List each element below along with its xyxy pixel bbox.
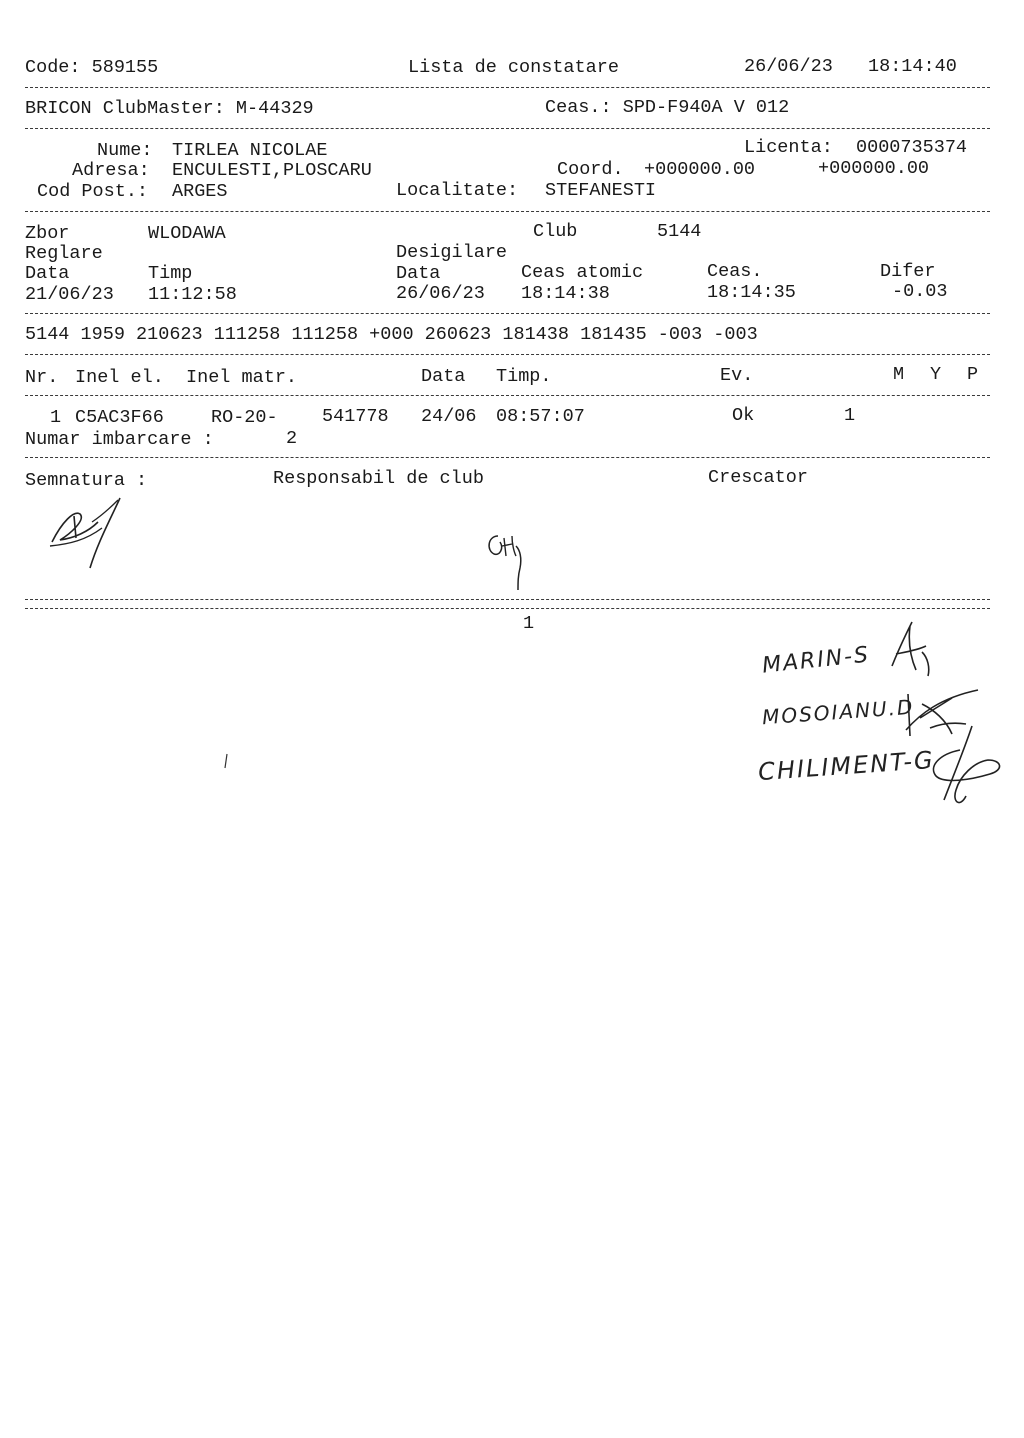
separator [25,395,990,396]
ceas-value: 18:14:35 [707,282,796,303]
imbarcare-value: 2 [286,428,298,449]
witness-name-3: CHILIMENT-G [757,745,936,787]
coord-lat: +000000.00 [644,159,756,180]
adresa-value: ENCULESTI,PLOSCARU [172,160,372,181]
inel-el-header: Inel el. [75,367,164,388]
row-data: 24/06 [421,406,477,427]
document-title: Lista de constatare [408,57,619,78]
imbarcare-label: Numar imbarcare : [25,429,214,450]
page-number: 1 [523,613,535,634]
separator [25,211,990,212]
desigilare-heading: Desigilare [396,242,508,263]
row-m: 1 [844,405,856,426]
adresa-label: Adresa: [72,160,150,181]
clubmaster-id: BRICON ClubMaster: M-44329 [25,98,314,119]
document-code: Code: 589155 [25,57,159,78]
signature-responsabil-icon [482,528,532,593]
witness-name-1: MARIN-S [760,642,872,679]
m-header: M [893,364,905,385]
semnatura-label: Semnatura : [25,470,148,491]
separator [25,354,990,355]
separator [25,457,990,458]
reglare-heading: Reglare [25,243,103,264]
stray-pen-mark-icon [222,752,230,772]
desig-data: 26/06/23 [396,283,485,304]
separator [25,128,990,129]
localitate-value: STEFANESTI [545,180,657,201]
signature-witness-1-icon [882,612,942,684]
row-inel-el: C5AC3F66 [75,407,164,428]
ceas-atomic-header: Ceas atomic [521,262,644,283]
reglare-data-header: Data [25,263,70,284]
separator [25,313,990,314]
licenta-value: 0000735374 [856,137,968,158]
coord-label: Coord. [557,159,624,180]
ev-header: Ev. [720,365,754,386]
print-date: 26/06/23 [744,56,833,77]
witness-name-2: MOSOIANU.D [761,694,916,730]
nume-label: Nume: [97,140,153,161]
licenta-label: Licenta: [744,137,833,158]
print-time: 18:14:40 [868,56,957,77]
row-inel-matr-number: 541778 [322,406,389,427]
club-label: Club [533,221,578,242]
row-timp: 08:57:07 [496,406,585,427]
zbor-label: Zbor [25,223,70,244]
signature-semnatura-icon [40,492,130,577]
row-ev: Ok [732,405,755,426]
ceas-atomic-value: 18:14:38 [521,283,610,304]
club-value: 5144 [657,221,702,242]
ceas-header: Ceas. [707,261,763,282]
zbor-value: WLODAWA [148,223,226,244]
fancier-name: TIRLEA NICOLAE [172,140,328,161]
clock-id: Ceas.: SPD-F940A V 012 [545,97,790,118]
localitate-label: Localitate: [396,180,519,201]
nr-header: Nr. [25,367,59,388]
reglare-timp: 11:12:58 [148,284,237,305]
codpost-label: Cod Post.: [37,181,149,202]
timp-header: Timp. [496,366,552,387]
separator [25,87,990,88]
data-header: Data [421,366,466,387]
codpost-value: ARGES [172,181,228,202]
difer-header: Difer [880,261,936,282]
responsabil-label: Responsabil de club [273,468,484,489]
row-inel-matr-prefix: RO-20- [211,407,278,428]
separator [25,599,990,600]
signature-witness-3-icon [920,720,1010,815]
reglare-timp-header: Timp [148,263,193,284]
reglare-data: 21/06/23 [25,284,114,305]
inel-matr-header: Inel matr. [186,367,298,388]
encoded-record-line: 5144 1959 210623 111258 111258 +000 260623 181438 181435 -003 -003 [25,324,758,345]
separator [25,608,990,609]
row-nr: 1 [50,407,62,428]
coord-lon: +000000.00 [818,158,930,179]
crescator-label: Crescator [708,467,808,488]
desig-data-header: Data [396,263,441,284]
y-header: Y [930,364,942,385]
p-header: P [967,364,979,385]
difer-value: -0.03 [892,281,948,302]
